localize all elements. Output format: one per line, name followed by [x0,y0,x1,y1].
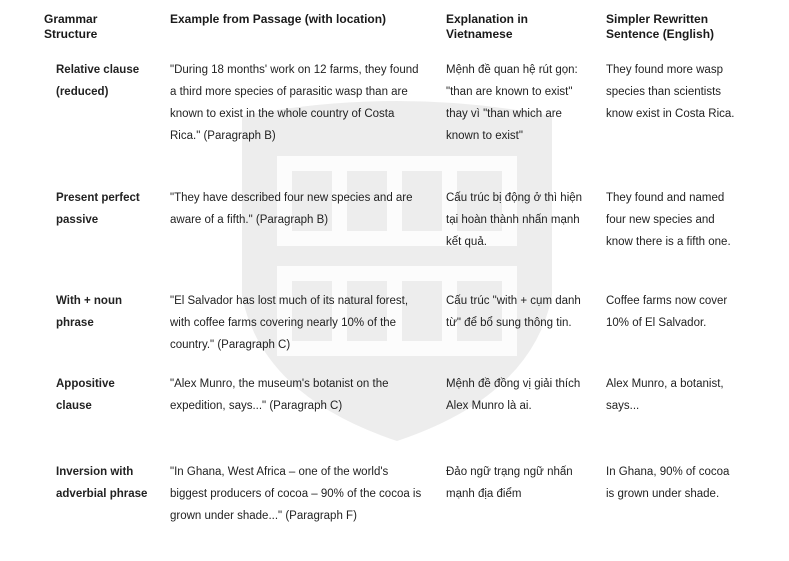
cell-explanation: Đảo ngữ trạng ngữ nhấn mạnh địa điểm [446,466,573,500]
cell-structure: Relative clause (reduced) [56,64,140,98]
cell-example: "During 18 months' work on 12 farms, they found a third more species of parasitic wasp than are known to exist in the whole country of Costa Rica." (Paragraph B) [170,64,419,142]
grammar-table [36,8,748,551]
header-example: Example from Passage (with location) [170,12,387,26]
table-header [36,8,748,56]
cell-rewrite: They found more wasp species than scientists know exist in Costa Rica. [606,64,735,120]
cell-rewrite: They found and named four new species and know there is a fifth one. [606,192,731,248]
table-row [36,370,748,458]
cell-rewrite: Coffee farms now cover 10% of El Salvador. [606,295,728,329]
cell-structure: With + noun phrase [56,295,123,329]
cell-example: "Alex Munro, the museum's botanist on the expedition, says..." (Paragraph C) [170,378,389,412]
table-row [36,458,748,551]
cell-rewrite: Alex Munro, a botanist, says... [606,378,724,412]
table-row [36,56,748,184]
cell-example: "El Salvador has lost much of its natural forest, with coffee farms covering nearly 10% of the country." (Paragraph C) [170,295,409,351]
header-rewrite: Simpler Rewritten Sentence (English) [606,12,715,41]
cell-explanation: Mệnh đề đồng vị giải thích Alex Munro là ai. [446,378,581,412]
cell-structure: Inversion with adverbial phrase [56,466,148,500]
cell-rewrite: In Ghana, 90% of cocoa is grown under shade. [606,466,730,500]
cell-explanation: Cấu trúc "with + cụm danh từ" để bổ sung thông tin. [446,295,581,329]
cell-explanation: Mệnh đề quan hệ rút gọn: "than are known to exist" thay vì "than which are known to exist" [446,64,578,142]
header-explanation: Explanation in Vietnamese [446,12,529,41]
cell-structure: Present perfect passive [56,192,140,226]
table-row [36,184,748,287]
cell-explanation: Cấu trúc bị động ở thì hiện tại hoàn thành nhấn mạnh kết quả. [446,192,583,248]
cell-example: "In Ghana, West Africa – one of the world's biggest producers of cocoa – 90% of the cocoa is grown under shade..." (Paragraph F) [170,466,422,522]
cell-example: "They have described four new species and are aware of a fifth." (Paragraph B) [170,192,413,226]
header-grammar-structure: Grammar Structure [44,12,98,41]
table-row [36,287,748,370]
cell-structure: Appositive clause [56,378,115,412]
